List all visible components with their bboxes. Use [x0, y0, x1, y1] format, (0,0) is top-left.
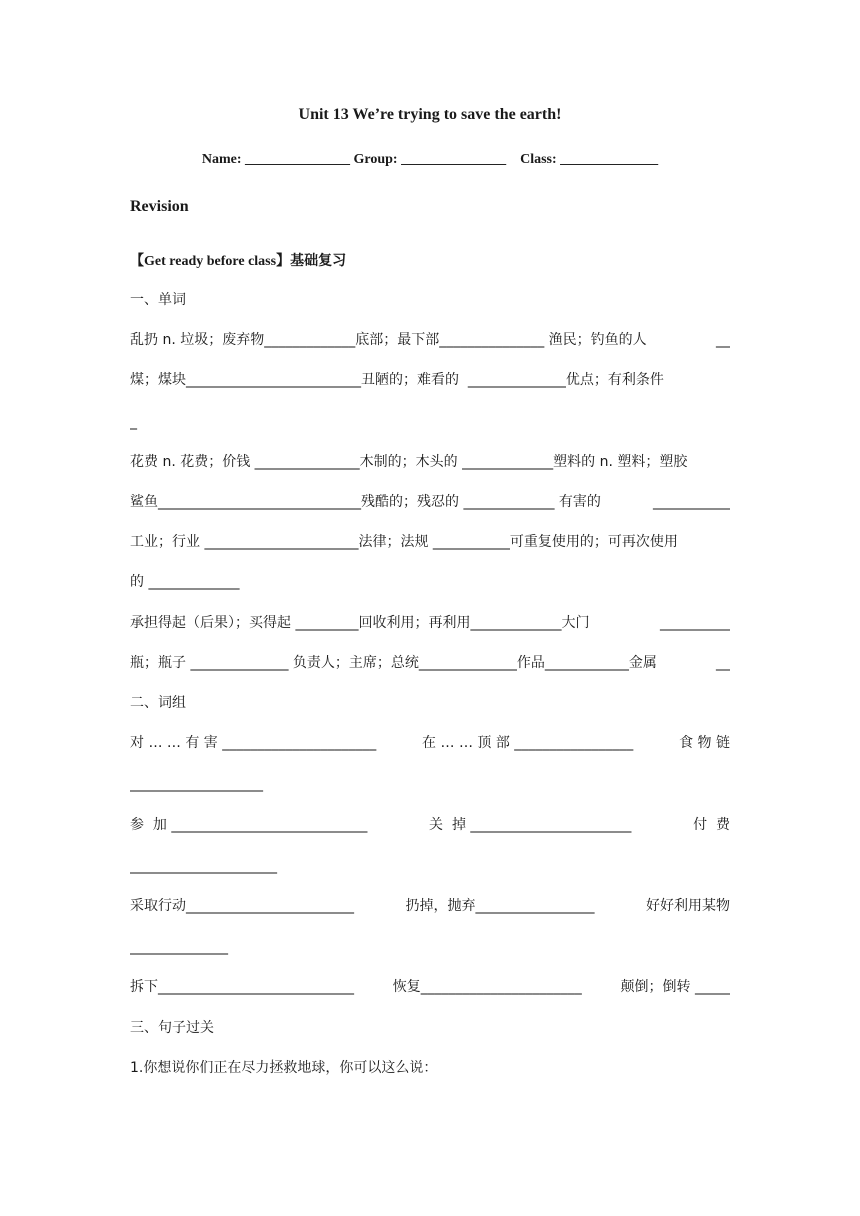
phrase-line	[130, 815, 730, 835]
vocab-blank: ___________	[653, 494, 730, 510]
phrase-line	[130, 856, 730, 876]
vocab-text: _	[130, 414, 137, 430]
phrase-item: 参 加 ____________________________	[130, 817, 368, 833]
vocab-text: 的 _____________	[130, 574, 240, 590]
phrase-item: 在 … … 顶 部 _________________	[422, 735, 634, 751]
vocab-text: 煤；煤块_________________________丑陋的；难看的 ______________优点；有利条件	[130, 372, 664, 388]
phrase-blank: ___________________	[130, 776, 263, 792]
phrase-heading: 二、词组	[130, 695, 186, 711]
vocab-text: 鲨鱼_____________________________残酷的；残忍的 _____________ 有害的	[130, 494, 601, 510]
sentence-heading: 三、句子过关	[130, 1020, 214, 1036]
vocab-blank: __	[716, 332, 730, 348]
sentence-item: 1.你想说你们正在尽力拯救地球，你可以这么说：	[130, 1060, 438, 1076]
phrase-blank: _____________________	[130, 858, 277, 874]
phrase-item: 关 掉 _______________________	[429, 817, 632, 833]
vocab-text: 工业；行业 ______________________法律；法规 ___________可重复使用的；可再次使用	[130, 534, 678, 550]
phrase-item: 付 费	[693, 817, 730, 833]
phrase-line	[130, 937, 730, 957]
phrase-line	[130, 733, 730, 753]
vocab-heading: 一、单词	[130, 292, 186, 308]
phrase-item: 对 … … 有 害 ______________________	[130, 735, 377, 751]
vocab-text: 瓶；瓶子 ______________ 负责人；主席；总统______________作品____________金属	[130, 655, 657, 671]
vocab-line	[130, 330, 730, 350]
student-info-line: Name: _______________ Group: _______________ Class: ______________	[201, 152, 659, 167]
phrase-item: 拆下____________________________	[130, 979, 354, 995]
section-heading: 【Get ready before class】基础复习	[130, 254, 347, 269]
phrase-item: 采取行动________________________	[130, 898, 354, 914]
phrase-line	[130, 774, 730, 794]
vocab-blank: __________	[660, 615, 730, 631]
phrase-item: 好好利用某物	[646, 898, 730, 914]
vocab-blank: __	[716, 655, 730, 671]
vocab-text: 承担得起（后果）；买得起 _________回收利用；再利用_____________大门	[130, 615, 590, 631]
phrase-line	[130, 977, 730, 997]
phrase-item: 恢复_______________________	[392, 979, 582, 995]
vocab-line	[130, 370, 730, 390]
vocab-text: 乱扔 n. 垃圾；废弃物_____________底部；最下部_______________ 渔民；钓鱼的人	[130, 332, 647, 348]
phrase-item: 扔掉，抛弃_________________	[405, 898, 595, 914]
phrase-item: 颠倒；倒转 _____	[620, 979, 730, 995]
vocab-line	[130, 452, 730, 472]
phrase-blank: ______________	[130, 939, 228, 955]
vocab-line	[130, 653, 730, 673]
vocab-line	[130, 613, 730, 633]
revision-heading: Revision	[130, 198, 189, 215]
vocab-text: 花费 n. 花费；价钱 _______________木制的；木头的 _____________塑料的 n. 塑料；塑胶	[130, 454, 688, 470]
vocab-line	[130, 572, 730, 592]
phrase-line	[130, 896, 730, 916]
page-title: Unit 13 We’re trying to save the earth!	[298, 106, 562, 123]
vocab-line	[130, 492, 730, 512]
vocab-line	[130, 532, 730, 552]
phrase-item: 食 物 链	[679, 735, 730, 751]
vocab-line	[130, 412, 730, 432]
